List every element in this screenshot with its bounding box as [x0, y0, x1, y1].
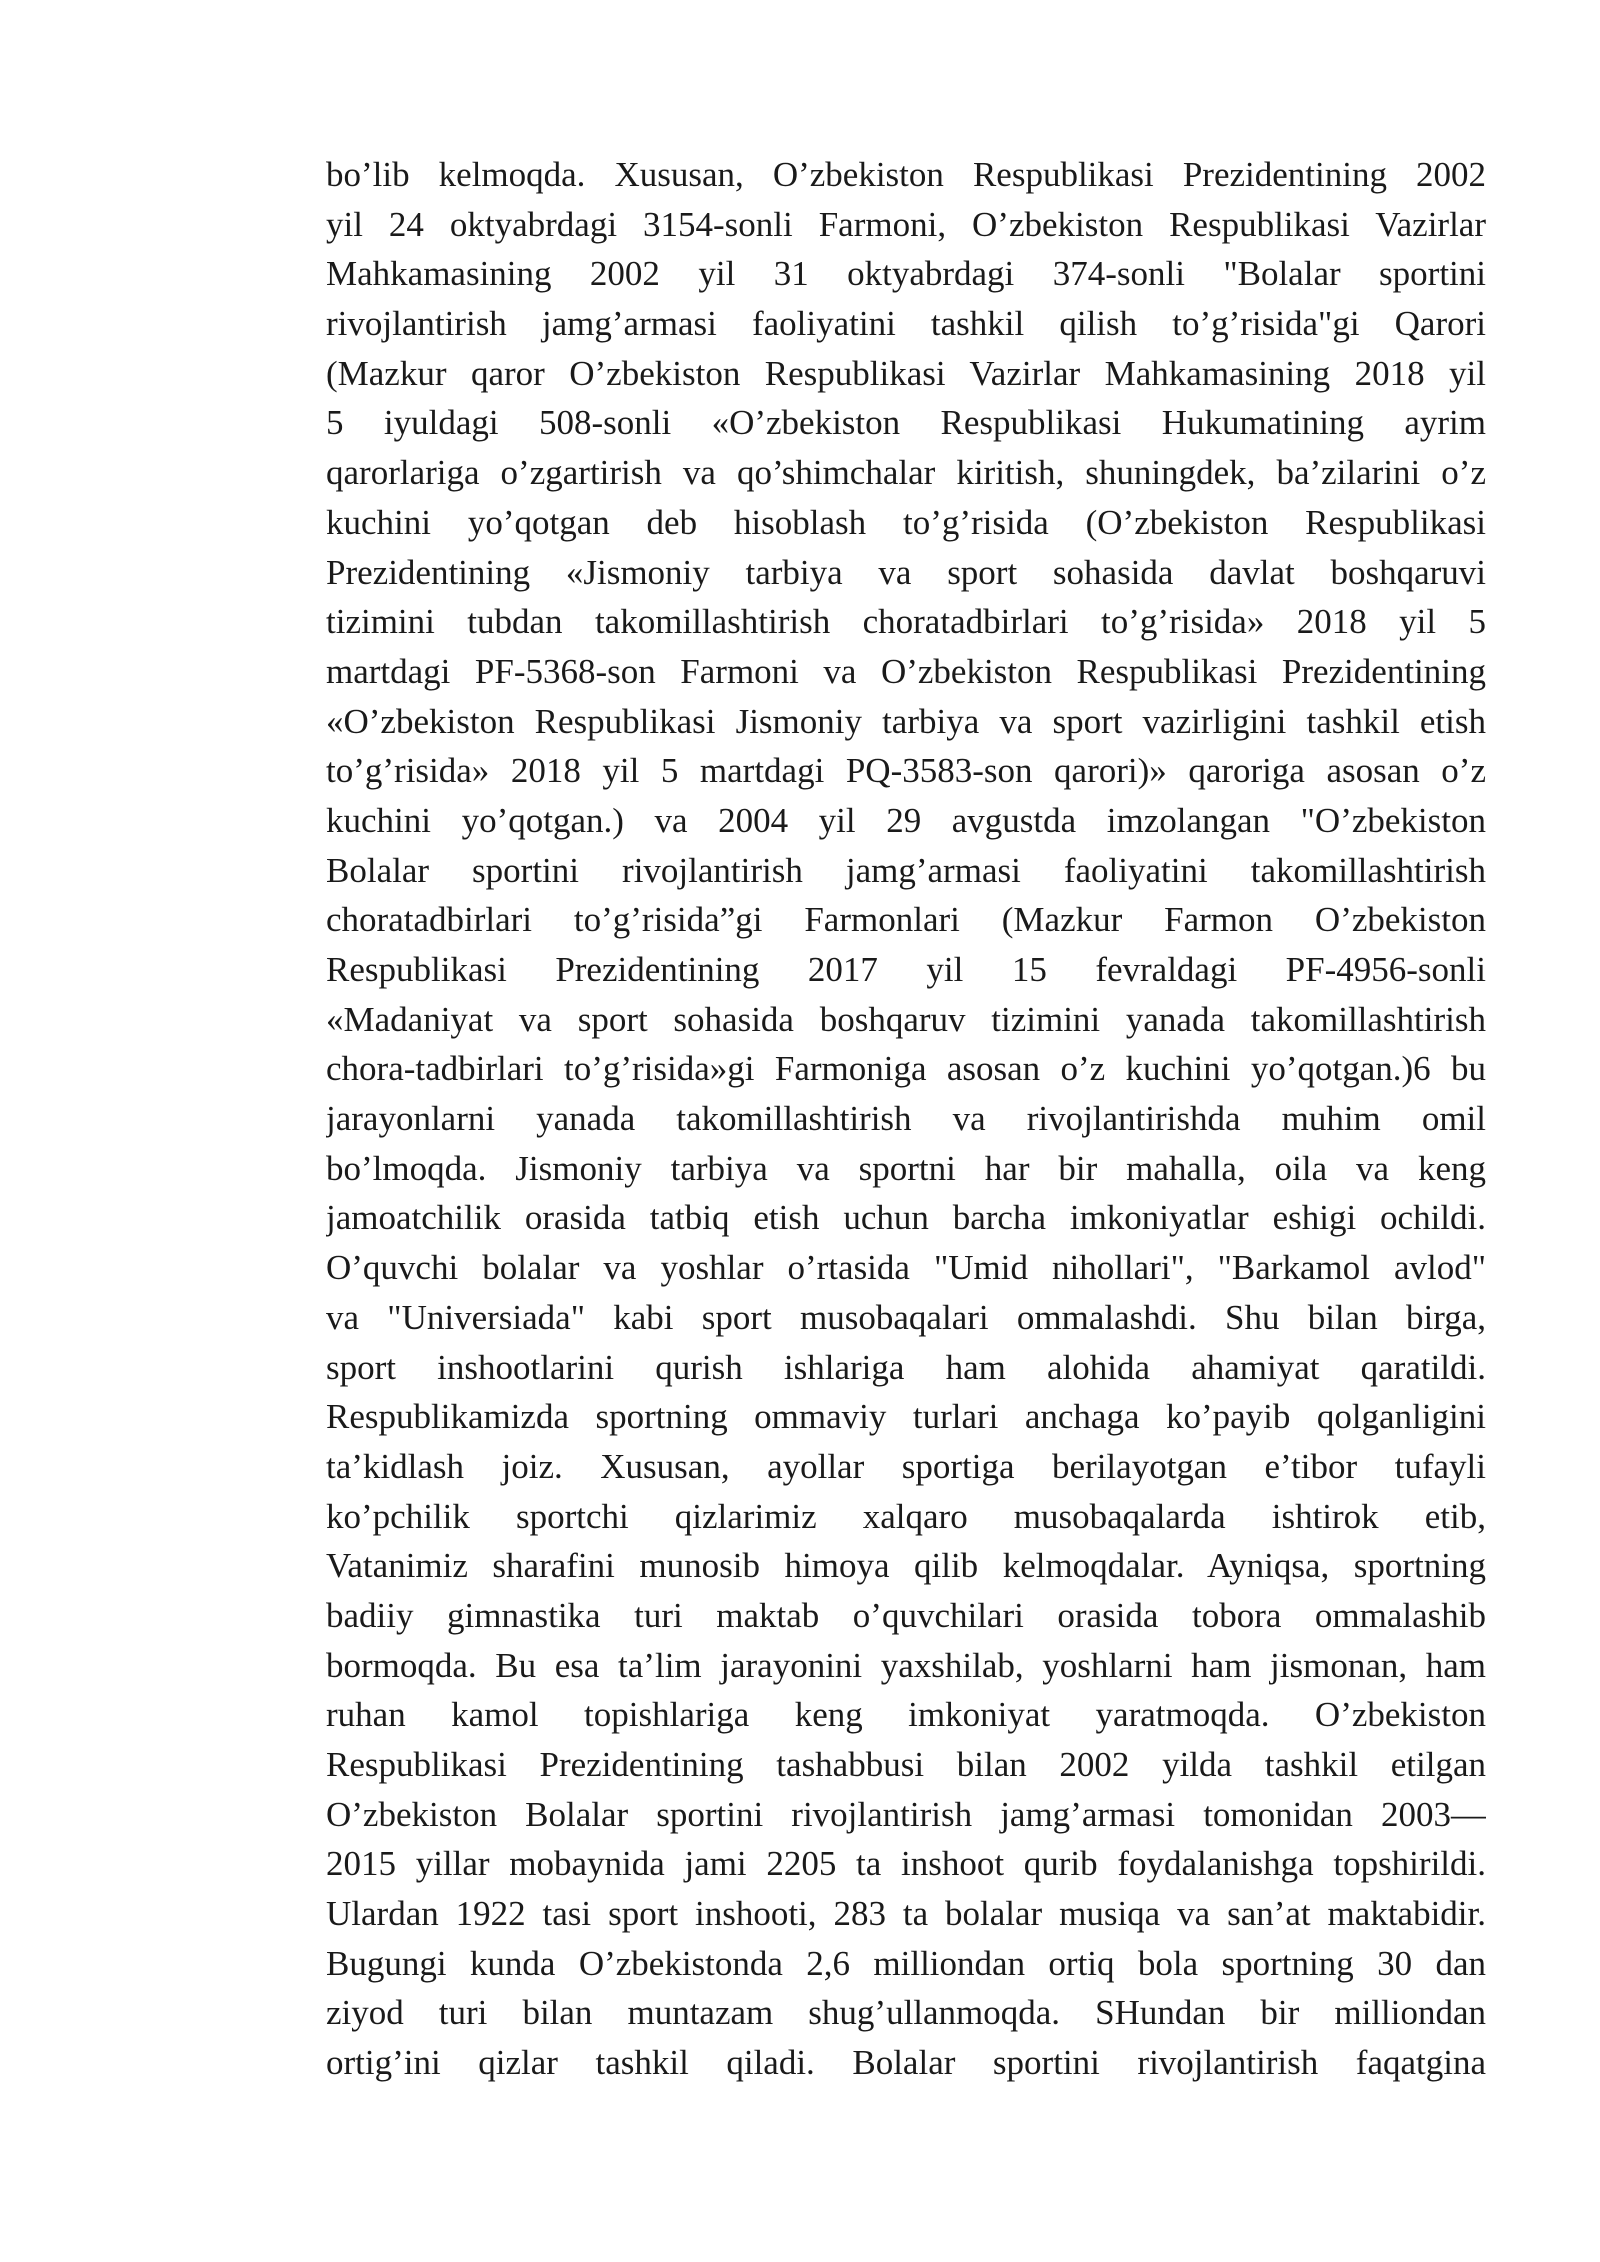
text-line: rivojlantirish jamg’armasi faoliyatini tashkil qilish to’g’risida"gi Qarori	[326, 304, 1486, 344]
text-line: O’zbekiston Bolalar sportini rivojlantirish jamg’armasi tomonidan 2003—	[326, 1794, 1486, 1834]
text-line: badiiy gimnastika turi maktab o’quvchilari orasida tobora ommalashib	[326, 1595, 1486, 1635]
text-line: Bugungi kunda O’zbekistonda 2,6 milliondan ortiq bola sportning 30 dan	[326, 1943, 1486, 1983]
text-line: ta’kidlash joiz. Xususan, ayollar sportiga berilayotgan e’tibor tufayli	[326, 1446, 1486, 1486]
text-line: va "Universiada" kabi sport musobaqalari ommalashdi. Shu bilan birga,	[326, 1297, 1486, 1337]
text-line: «O’zbekiston Respublikasi Jismoniy tarbiya va sport vazirligini tashkil etish	[326, 701, 1486, 741]
text-line: bormoqda. Bu esa ta’lim jarayonini yaxshilab, yoshlarni ham jismonan, ham	[326, 1645, 1486, 1685]
text-line: (Mazkur qaror O’zbekiston Respublikasi Vazirlar Mahkamasining 2018 yil	[326, 353, 1486, 393]
text-line: bo’lmoqda. Jismoniy tarbiya va sportni har bir mahalla, oila va keng	[326, 1148, 1486, 1188]
text-line: «Madaniyat va sport sohasida boshqaruv tizimini yanada takomillashtirish	[326, 999, 1486, 1039]
text-line: chora-tadbirlari to’g’risida»gi Farmoniga asosan o’z kuchini yo’qotgan.)6 bu	[326, 1049, 1486, 1089]
text-line: Prezidentining «Jismoniy tarbiya va sport sohasida davlat boshqaruvi	[326, 552, 1486, 592]
text-line: kuchini yo’qotgan.) va 2004 yil 29 avgustda imzolangan "O’zbekiston	[326, 800, 1486, 840]
text-line: Respublikamizda sportning ommaviy turlari anchaga ko’payib qolganligini	[326, 1397, 1486, 1437]
text-line: 2015 yillar mobaynida jami 2205 ta inshoot qurib foydalanishga topshirildi.	[326, 1844, 1486, 1884]
text-line: choratadbirlari to’g’risida”gi Farmonlari (Mazkur Farmon O’zbekiston	[326, 900, 1486, 940]
text-line: Respublikasi Prezidentining 2017 yil 15 fevraldagi PF-4956-sonli	[326, 950, 1486, 989]
text-line: sport inshootlarini qurish ishlariga ham alohida ahamiyat qaratildi.	[326, 1347, 1486, 1387]
text-line: Mahkamasining 2002 yil 31 oktyabrdagi 374-sonli "Bolalar sportini	[326, 254, 1486, 294]
text-line: martdagi PF-5368-son Farmoni va O’zbekiston Respublikasi Prezidentining	[326, 651, 1486, 691]
text-line: kuchini yo’qotgan deb hisoblash to’g’risida (O’zbekiston Respublikasi	[326, 502, 1486, 542]
text-line: Bolalar sportini rivojlantirish jamg’armasi faoliyatini takomillashtirish	[326, 850, 1486, 890]
text-line: Ulardan 1922 tasi sport inshooti, 283 ta bolalar musiqa va san’at maktabidir.	[326, 1894, 1486, 1934]
text-line: qarorlariga o’zgartirish va qo’shimchalar kiritish, shuningdek, ba’zilarini o’z	[326, 453, 1486, 493]
text-line: jarayonlarni yanada takomillashtirish va rivojlantirishda muhim omil	[326, 1099, 1486, 1139]
text-line: jamoatchilik orasida tatbiq etish uchun barcha imkoniyatlar eshigi ochildi.	[326, 1198, 1486, 1238]
text-line: ziyod turi bilan muntazam shug’ullanmoqda. SHundan bir milliondan	[326, 1993, 1486, 2033]
text-line: Respublikasi Prezidentining tashabbusi bilan 2002 yilda tashkil etilgan	[326, 1745, 1486, 1784]
text-line: tizimini tubdan takomillashtirish choratadbirlari to’g’risida» 2018 yil 5	[326, 602, 1486, 642]
text-line: bo’lib kelmoqda. Xususan, O’zbekiston Respublikasi Prezidentining 2002	[326, 155, 1486, 194]
text-line: ortig’ini qizlar tashkil qiladi. Bolalar sportini rivojlantirish faqatgina	[326, 2043, 1486, 2083]
text-line: Vatanimiz sharafini munosib himoya qilib kelmoqdalar. Ayniqsa, sportning	[326, 1546, 1486, 1586]
text-line: yil 24 oktyabrdagi 3154-sonli Farmoni, O’zbekiston Respublikasi Vazirlar	[326, 204, 1486, 244]
text-line: 5 iyuldagi 508-sonli «O’zbekiston Respublikasi Hukumatining ayrim	[326, 403, 1486, 443]
text-line: O’quvchi bolalar va yoshlar o’rtasida "Umid nihollari", "Barkamol avlod"	[326, 1248, 1486, 1288]
body-text	[326, 150, 1486, 2088]
text-line: ko’pchilik sportchi qizlarimiz xalqaro musobaqalarda ishtirok etib,	[326, 1496, 1486, 1536]
text-line: ruhan kamol topishlariga keng imkoniyat yaratmoqda. O’zbekiston	[326, 1695, 1486, 1735]
text-line: to’g’risida» 2018 yil 5 martdagi PQ-3583-son qarori)» qaroriga asosan o’z	[326, 751, 1486, 791]
